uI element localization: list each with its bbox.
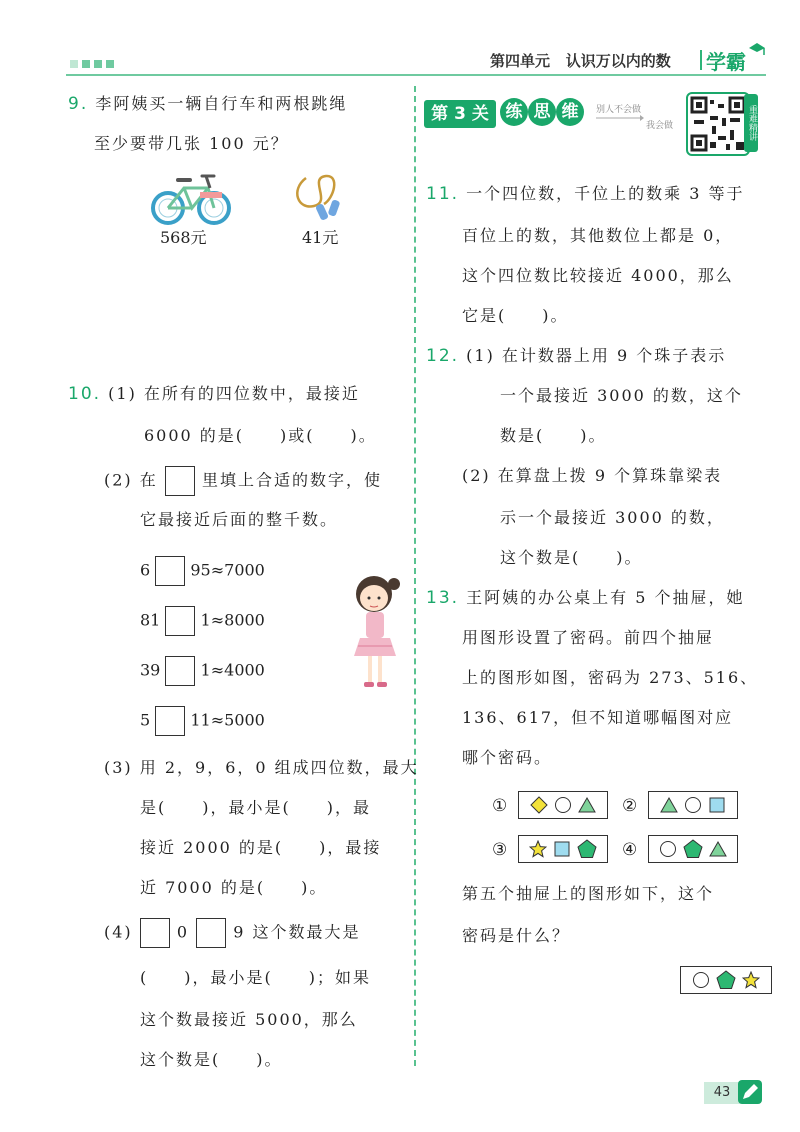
q10-p1-line1 <box>68 384 360 404</box>
answer-box[interactable] <box>165 606 195 636</box>
q10-p4-text2: ( )，最小是( )；如果 <box>140 968 371 987</box>
level-char-1: 练 <box>500 98 528 126</box>
rope-price: 41元 <box>302 228 339 247</box>
answer-box[interactable] <box>165 466 195 496</box>
q10-expr-3 <box>140 656 265 686</box>
girl-illustration <box>344 572 410 696</box>
q13-text-6: 第五个抽屉上的图形如下，这个 <box>462 884 715 903</box>
star-icon <box>529 840 547 858</box>
q11-line1 <box>426 184 745 204</box>
q13-number: 13. <box>426 588 460 608</box>
expr3-a: 39 <box>140 660 161 680</box>
square-icon <box>553 840 571 858</box>
q10-p4-text: 9 这个数最大是 <box>233 922 361 942</box>
qr-tag: 重难精讲 <box>744 94 758 152</box>
q10-expr-1 <box>140 556 265 586</box>
expr1-b: 95≈7000 <box>190 560 265 580</box>
drawer-label-4: ④ <box>622 840 638 860</box>
q10-p1-text1: (1) 在所有的四位数中，最接近 <box>108 384 360 403</box>
q12-line1 <box>426 346 726 366</box>
q9-number: 9. <box>68 94 89 114</box>
diamond-icon <box>530 796 548 814</box>
answer-box[interactable] <box>165 656 195 686</box>
triangle-icon <box>709 840 727 858</box>
q10-p2-text-b: 里填上合适的数字，使 <box>201 470 382 490</box>
q11-text-4: 它是( )。 <box>462 306 569 325</box>
drawer-3-shapes <box>518 835 608 863</box>
drawer-2-shapes <box>648 791 738 819</box>
qr-code-icon <box>690 96 746 152</box>
drawer-4-shapes <box>648 835 738 863</box>
square-icon <box>708 796 726 814</box>
q12-p1-text1: (1) 在计数器上用 9 个珠子表示 <box>466 346 727 365</box>
q13-text-1: 王阿姨的办公桌上有 5 个抽屉，她 <box>466 588 745 607</box>
q13-text-5: 哪个密码。 <box>462 748 553 767</box>
drawer-label-2: ② <box>622 796 638 816</box>
triangle-icon <box>660 796 678 814</box>
q10-p2-line1 <box>104 466 382 496</box>
q12-number: 12. <box>426 346 460 366</box>
expr1-a: 6 <box>140 560 151 580</box>
drawer-5-shapes <box>680 966 772 994</box>
level-slogan-2: 我会做 <box>646 121 674 131</box>
header-unit-title <box>490 50 671 71</box>
level-slogan-1: 别人不会做 <box>596 105 642 115</box>
q9-text-2: 至少要带几张 100 元？ <box>94 134 289 153</box>
pencil-icon <box>738 1080 762 1104</box>
drawer-1-shapes <box>518 791 608 819</box>
circle-icon <box>554 796 572 814</box>
q13-text-2: 用图形设置了密码。前四个抽屉 <box>462 628 715 647</box>
expr2-a: 81 <box>140 610 161 630</box>
q11-text-2: 百位上的数，其他数位上都是 0， <box>462 226 734 245</box>
circle-icon <box>659 840 677 858</box>
answer-box[interactable] <box>155 706 185 736</box>
pentagon-icon <box>577 839 597 859</box>
q10-expr-4 <box>140 706 265 736</box>
q10-p3-text3: 接近 2000 的是( )，最接 <box>140 838 382 857</box>
bike-price: 568元 <box>160 228 207 247</box>
expr3-b: 1≈4000 <box>200 660 265 680</box>
graduation-cap-icon <box>748 42 766 56</box>
level-char-3: 维 <box>556 98 584 126</box>
q9-line1 <box>68 94 347 114</box>
q12-p2-text3: 这个数是( )。 <box>500 548 643 567</box>
arrow-icon <box>596 114 644 122</box>
q13-text-3: 上的图形如图，密码为 273、516、 <box>462 668 759 687</box>
column-divider <box>414 86 416 1066</box>
q13-text-4: 136、617，但不知道哪幅图对应 <box>462 708 734 727</box>
q10-p4-zero: 0 <box>176 922 190 942</box>
q10-p2-text2: 它最接近后面的整千数。 <box>140 510 339 529</box>
q12-p2-text2: 示一个最接近 3000 的数， <box>500 508 725 527</box>
q10-p4-line1 <box>104 918 361 948</box>
q10-p4-text3: 这个数最接近 5000，那么 <box>140 1010 358 1029</box>
drawer-label-3: ③ <box>492 840 508 860</box>
q12-p2-text1: (2) 在算盘上拨 9 个算珠靠梁表 <box>462 466 723 485</box>
triangle-icon <box>578 796 596 814</box>
expr4-b: 11≈5000 <box>190 710 265 730</box>
answer-box[interactable] <box>155 556 185 586</box>
q10-expr-2 <box>140 606 265 636</box>
q11-text-3: 这个四位数比较接近 4000，那么 <box>462 266 734 285</box>
pentagon-icon <box>683 839 703 859</box>
expr2-b: 1≈8000 <box>200 610 265 630</box>
q11-number: 11. <box>426 184 460 204</box>
drawer-label-1: ① <box>492 796 508 816</box>
q10-p2-text-a: (2) 在 <box>104 470 158 490</box>
brand-logo: 学霸 <box>706 50 746 74</box>
q13-line1 <box>426 588 745 608</box>
header-decoration <box>70 60 114 68</box>
q10-p4-label: (4) <box>104 922 133 942</box>
q10-number: 10. <box>68 384 102 404</box>
header-separator <box>700 50 702 70</box>
q13-text-7: 密码是什么？ <box>462 926 571 945</box>
header-title: 认识万以内的数 <box>565 52 671 70</box>
q9-text-1: 李阿姨买一辆自行车和两根跳绳 <box>95 94 348 113</box>
q11-text-1: 一个四位数，千位上的数乘 3 等于 <box>466 184 745 203</box>
q12-p1-text2: 一个最接近 3000 的数，这个 <box>500 386 743 405</box>
q10-p3-text2: 是( )，最小是( )，最 <box>140 798 371 817</box>
page-number: 43 <box>704 1082 740 1104</box>
circle-icon <box>692 971 710 989</box>
bicycle-image <box>150 170 232 226</box>
q12-p1-text3: 数是( )。 <box>500 426 607 445</box>
jump-rope-image <box>288 170 350 226</box>
q10-p4-text4: 这个数是( )。 <box>140 1050 283 1069</box>
header-unit: 第四单元 <box>490 52 551 70</box>
level-badge: 第 3 关 <box>424 100 496 128</box>
circle-icon <box>684 796 702 814</box>
expr4-a: 5 <box>140 710 151 730</box>
q10-p3-text1: (3) 用 2，9，6，0 组成四位数，最大 <box>104 758 419 777</box>
star-icon <box>742 971 760 989</box>
qr-code[interactable] <box>686 92 750 156</box>
q10-p3-text4: 近 7000 的是( )。 <box>140 878 328 897</box>
pentagon-icon <box>716 970 736 990</box>
answer-box[interactable] <box>196 918 226 948</box>
header-rule <box>66 74 766 76</box>
q10-p1-text2: 6000 的是( )或( )。 <box>144 426 377 445</box>
answer-box[interactable] <box>140 918 170 948</box>
level-char-2: 思 <box>528 98 556 126</box>
